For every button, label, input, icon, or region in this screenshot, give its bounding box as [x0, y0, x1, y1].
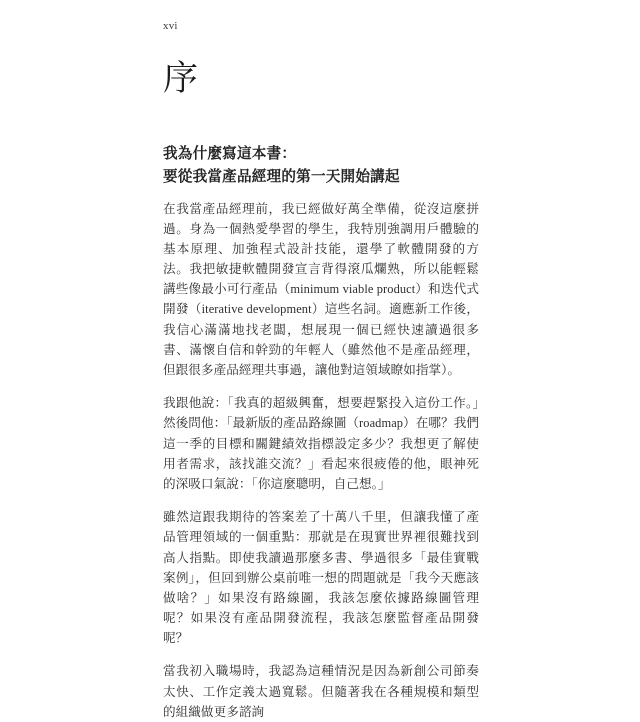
latin-term: iterative development — [201, 302, 312, 317]
latin-term: minimum viable product — [290, 282, 416, 297]
latin-term: roadmap — [359, 416, 404, 431]
chapter-title-character: 序 — [163, 59, 200, 99]
body-paragraph: 雖然這跟我期待的答案差了十萬八千里，但讓我懂了產品管理領域的一個重點：那就是在現實世界裡很難找到高人指點。即使我讀過那麼多書、學過很多「最佳實戰案例」，但回到辦公桌前唯一想的問題就是「我今天應該做啥？」如果沒有路線圖，我該怎麼依據路線圖管理呢？如果沒有產品開發流程，我該怎麼監督產品開發呢？ — [163, 509, 479, 645]
section-heading — [163, 143, 479, 188]
body-paragraph: 我跟他說：「我真的超級興奮，想要趕緊投入這份工作。」然後問他：「最新版的產品路線圖（roadmap）在哪？我們這一季的目標和關鍵績效指標設定多少？我想更了解使用者需求，該找誰交流？」看起來很疲倦的他，眼神死的深吸口氣說：「你這麼聰明，自己想。」 — [163, 395, 479, 491]
body-paragraph: 在我當產品經理前，我已經做好萬全準備，從沒這麼拼過。身為一個熱愛學習的學生，我特別強調用戶體驗的基本原理、加強程式設計技能，還學了軟體開發的方法。我把敏捷軟體開發宣言背得滾瓜爛熟，所以能輕鬆講些像最小可行產品（minimum viable product）和迭代式開發（iterative development）這些名詞。適應新工作後，我信心滿滿地找老闆，想展現一個已經快速讀過很多書、滿懷自信和幹勁的年輕人（雖然他不是產品經理，但跟很多產品經理共事過，讓他對這領域瞭如指掌）。 — [163, 201, 480, 377]
body-paragraph: 當我初入職場時，我認為這種情況是因為新創公司節奏太快、工作定義太過寬鬆。但隨著我在各種規模和類型的組織做更多諮詢 — [163, 663, 479, 719]
page-body — [163, 143, 479, 722]
page-number: xvi — [163, 20, 178, 32]
section-heading-line-1: 我為什麼寫這本書： — [163, 145, 297, 162]
section-heading-line-2: 要從我當產品經理的第一天開始講起 — [163, 167, 400, 185]
